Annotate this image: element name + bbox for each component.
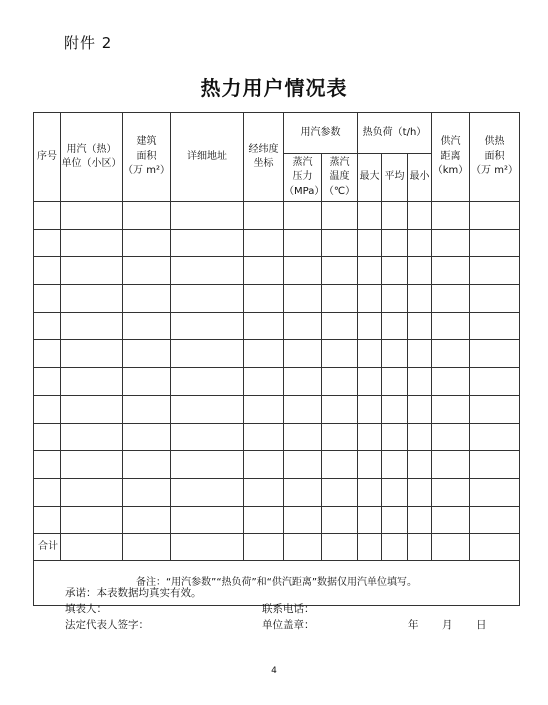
table-row [34,202,520,230]
table-cell[interactable] [34,478,61,506]
table-cell[interactable] [34,312,61,340]
table-cell[interactable] [322,423,358,451]
commitment-text: 承诺：本表数据均真实有效。 [65,587,202,599]
table-cell[interactable] [171,340,244,368]
table-cell[interactable] [61,229,123,257]
table-row [34,285,520,313]
table-cell[interactable] [244,257,284,285]
total-label: 合计 [34,534,61,561]
table-cell[interactable] [61,202,123,230]
table-cell[interactable] [284,423,322,451]
table-row [34,395,520,423]
table-cell[interactable] [123,202,171,230]
total-cell[interactable] [382,534,408,561]
table-cell[interactable] [34,257,61,285]
header-distance-line2: 距离 [440,150,461,162]
table-cell[interactable] [61,478,123,506]
table-cell[interactable] [171,506,244,534]
table-cell[interactable] [358,257,382,285]
table-cell[interactable] [322,506,358,534]
table-row [34,229,520,257]
table-cell[interactable] [432,506,470,534]
header-avg: 平均 [382,154,408,202]
table-cell[interactable] [34,423,61,451]
table-cell[interactable] [322,285,358,313]
contact-phone-label: 联系电话： [262,603,315,615]
table-cell[interactable] [408,478,432,506]
table-cell[interactable] [470,229,520,257]
header-area-line1: 建筑 [136,136,157,148]
header-min: 最小 [408,154,432,202]
table-cell[interactable] [470,340,520,368]
table-cell[interactable] [61,257,123,285]
table-cell[interactable] [432,395,470,423]
table-cell[interactable] [244,395,284,423]
table-cell[interactable] [358,368,382,396]
table-cell[interactable] [123,506,171,534]
total-cell[interactable] [61,534,123,561]
table-cell[interactable] [358,451,382,479]
header-user-line2: 单位（小区） [61,158,122,169]
table-cell[interactable] [61,423,123,451]
table-cell[interactable] [244,368,284,396]
header-distance [432,113,470,202]
header-area-line3: （万 m²） [123,165,170,177]
table-cell[interactable] [470,423,520,451]
table-cell[interactable] [61,395,123,423]
header-heat-area-line1: 供热 [484,136,505,148]
header-heat-area-line3: （万 m²） [471,165,518,177]
table-cell[interactable] [61,285,123,313]
table-cell[interactable] [171,312,244,340]
total-cell[interactable] [284,534,322,561]
table-cell[interactable] [284,202,322,230]
total-cell[interactable] [358,534,382,561]
header-area [123,113,171,202]
table-cell[interactable] [171,451,244,479]
header-heat-area [470,113,520,202]
table-cell[interactable] [34,506,61,534]
month-label: 月 [442,619,453,631]
table-cell[interactable] [284,368,322,396]
table-cell[interactable] [34,285,61,313]
table-cell[interactable] [244,506,284,534]
table-row [34,506,520,534]
table-cell[interactable] [322,257,358,285]
year-label: 年 [408,619,419,631]
table-row [34,478,520,506]
page-title: 热力用户情况表 [200,76,348,100]
table-cell[interactable] [382,285,408,313]
header-seq: 序号 [34,113,61,202]
table-cell[interactable] [284,340,322,368]
page-number: 4 [271,666,277,676]
table-cell[interactable] [408,368,432,396]
table-cell[interactable] [408,451,432,479]
table-cell[interactable] [432,478,470,506]
table-cell[interactable] [244,229,284,257]
table-cell[interactable] [61,368,123,396]
total-cell[interactable] [123,534,171,561]
table-cell[interactable] [284,478,322,506]
table-cell[interactable] [244,340,284,368]
table-cell[interactable] [123,478,171,506]
total-cell[interactable] [470,534,520,561]
table-cell[interactable] [408,312,432,340]
table-cell[interactable] [61,506,123,534]
table-cell[interactable] [123,368,171,396]
table-cell[interactable] [171,229,244,257]
total-cell[interactable] [171,534,244,561]
table-cell[interactable] [171,478,244,506]
table-cell[interactable] [322,368,358,396]
table-cell[interactable] [358,506,382,534]
table-cell[interactable] [408,202,432,230]
header-temperature-line2: 温度 [329,171,350,183]
table-cell[interactable] [408,395,432,423]
table-cell[interactable] [382,451,408,479]
table-cell[interactable] [382,368,408,396]
day-label: 日 [476,619,487,631]
header-pressure-line1: 蒸汽 [292,156,313,168]
table-cell[interactable] [123,340,171,368]
table-cell[interactable] [123,285,171,313]
table-cell[interactable] [123,395,171,423]
table-cell[interactable] [123,423,171,451]
header-address: 详细地址 [171,113,244,202]
table-cell[interactable] [61,451,123,479]
table-cell[interactable] [432,368,470,396]
table-cell[interactable] [244,202,284,230]
heat-user-table [33,112,520,606]
table-body [34,202,520,534]
table-cell[interactable] [432,340,470,368]
table-cell[interactable] [284,451,322,479]
table-cell[interactable] [171,368,244,396]
header-pressure [284,154,325,202]
table-cell[interactable] [358,229,382,257]
table-cell[interactable] [322,395,358,423]
table-cell[interactable] [470,368,520,396]
table-cell[interactable] [382,229,408,257]
table-cell[interactable] [322,478,358,506]
table-note: 备注：“用汽参数”“热负荷”和“供汽距离”数据仅用汽单位填写。 [34,561,520,606]
table-cell[interactable] [322,312,358,340]
table-cell[interactable] [408,340,432,368]
table-cell[interactable] [358,395,382,423]
table-cell[interactable] [123,229,171,257]
table-cell[interactable] [322,202,358,230]
table-cell[interactable] [284,257,322,285]
table-cell[interactable] [382,395,408,423]
header-user [61,113,123,202]
table-cell[interactable] [244,312,284,340]
table-cell[interactable] [408,257,432,285]
table-cell[interactable] [470,478,520,506]
table-cell[interactable] [470,506,520,534]
header-temperature [322,154,358,202]
table-cell[interactable] [470,451,520,479]
table-cell[interactable] [34,202,61,230]
table-cell[interactable] [284,312,322,340]
table-cell[interactable] [382,257,408,285]
table-cell[interactable] [382,506,408,534]
table-cell[interactable] [61,340,123,368]
table-cell[interactable] [432,202,470,230]
table-cell[interactable] [123,451,171,479]
table-cell[interactable] [284,229,322,257]
table-row [34,340,520,368]
table-cell[interactable] [408,229,432,257]
attachment-label: 附件 2 [64,34,113,52]
header-temperature-line3: （℃） [323,185,356,197]
unit-seal-label: 单位盖章： [262,619,315,631]
table-cell[interactable] [358,312,382,340]
table-cell[interactable] [244,285,284,313]
table-cell[interactable] [382,478,408,506]
table-cell[interactable] [470,395,520,423]
table-row [34,368,520,396]
table-cell[interactable] [470,285,520,313]
table-cell[interactable] [432,423,470,451]
table-cell[interactable] [432,451,470,479]
table-cell[interactable] [171,285,244,313]
header-user-line1: 用汽（热） [66,143,117,155]
table-cell[interactable] [284,506,322,534]
header-max: 最大 [358,154,382,202]
header-pressure-line3: （MPa） [284,185,325,197]
table-cell[interactable] [244,451,284,479]
table-cell[interactable] [123,257,171,285]
table-cell[interactable] [432,229,470,257]
table-cell[interactable] [432,312,470,340]
header-distance-line3: （km） [432,165,469,177]
header-pressure-line2: 压力 [292,171,313,183]
header-temperature-line1: 蒸汽 [329,156,350,168]
header-coord-line1: 经纬度 [248,143,279,155]
table-cell[interactable] [470,312,520,340]
table-cell[interactable] [34,368,61,396]
table-cell[interactable] [408,506,432,534]
table-cell[interactable] [284,285,322,313]
table-cell[interactable] [382,340,408,368]
total-cell[interactable] [432,534,470,561]
table-cell[interactable] [34,340,61,368]
total-cell[interactable] [408,534,432,561]
table-cell[interactable] [322,229,358,257]
total-cell[interactable] [322,534,358,561]
table-cell[interactable] [244,478,284,506]
header-heat-load: 热负荷（t/h） [358,113,432,154]
table-cell[interactable] [34,451,61,479]
header-heat-area-line2: 面积 [484,150,505,162]
header-distance-line1: 供汽 [440,136,461,148]
header-area-line2: 面积 [136,150,157,162]
table-cell[interactable] [322,451,358,479]
table-cell[interactable] [358,202,382,230]
table-cell[interactable] [408,285,432,313]
legal-rep-signature-label: 法定代表人签字： [65,619,149,631]
table-cell[interactable] [382,312,408,340]
table-cell[interactable] [358,423,382,451]
table-cell[interactable] [408,423,432,451]
table-row [34,451,520,479]
table-cell[interactable] [358,340,382,368]
table-row [34,423,520,451]
table-cell[interactable] [171,257,244,285]
table-row [34,312,520,340]
table-cell[interactable] [244,423,284,451]
table-cell[interactable] [322,340,358,368]
table-cell[interactable] [382,202,408,230]
table-cell[interactable] [358,285,382,313]
table-cell[interactable] [34,395,61,423]
table-cell[interactable] [171,423,244,451]
header-coord [244,113,284,202]
table-cell[interactable] [171,395,244,423]
header-coord-line2: 坐标 [253,158,274,169]
table-cell[interactable] [432,285,470,313]
table-row [34,257,520,285]
table-cell[interactable] [432,257,470,285]
table-cell[interactable] [171,202,244,230]
header-steam-params: 用汽参数 [284,113,358,154]
filler-label: 填表人： [65,603,107,615]
table-cell[interactable] [470,257,520,285]
total-cell[interactable] [244,534,284,561]
table-cell[interactable] [382,423,408,451]
table-cell[interactable] [123,312,171,340]
table-cell[interactable] [358,478,382,506]
table-cell[interactable] [61,312,123,340]
table-cell[interactable] [284,395,322,423]
table-cell[interactable] [34,229,61,257]
table-cell[interactable] [470,202,520,230]
